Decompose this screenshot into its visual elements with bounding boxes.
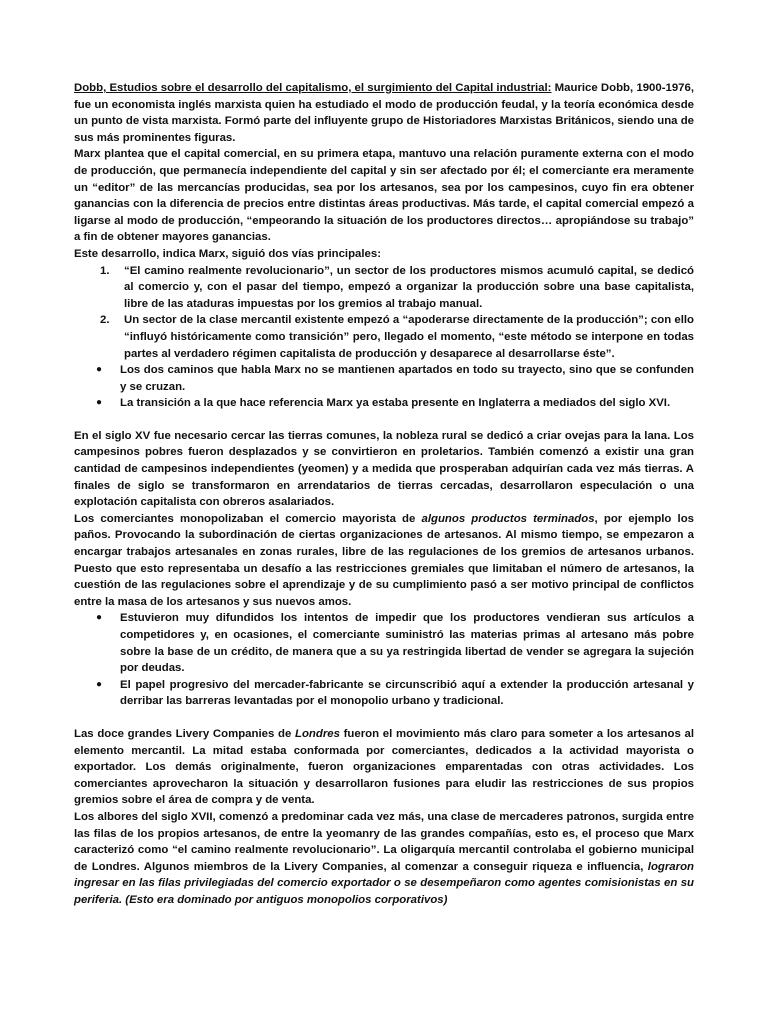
spacer	[74, 412, 694, 428]
bullet-icon: ●	[96, 678, 103, 690]
paragraph-merchants	[74, 511, 694, 611]
numbered-list	[74, 263, 694, 363]
text-run: Las doce grandes Livery Companies de	[74, 727, 295, 740]
list-item	[74, 395, 694, 412]
italic-text: lograron ingresar en las filas privilegiadas del comercio exportador o se desempeñaron como agentes comisionistas en su periferia. (Esto era dominado por antiguos monopolios corporativos)	[74, 860, 694, 906]
bullet-icon: ●	[96, 612, 103, 624]
document-title: Dobb, Estudios sobre el desarrollo del capitalismo, el surgimiento del Capital industrial:	[74, 82, 552, 94]
text-run: Los comerciantes monopolizaban el comercio mayorista de	[74, 512, 422, 525]
bullet-icon: ●	[96, 397, 103, 409]
spacer	[74, 710, 694, 726]
paragraph-enclosures: En el siglo XV fue necesario cercar las tierras comunes, la nobleza rural se dedicó a criar ovejas para la lana. Los campesinos pobres fueron desplazados y se convirtieron en proletarios. También comenzó a existir una gran cantidad de campesinos independientes (yeomen) y a medida que prosperaban adquirían cada vez más tierras. A finales de siglo se transformaron en arrendatarios de tierras cercadas, desarrollaron especulación o una explotación capitalista con obreros asalariados.	[74, 429, 694, 509]
list-item-text: El papel progresivo del mercader-fabricante se circunscribió aquí a extender la producción artesanal y derribar las barreras levantadas por el monopolio urbano y tradicional.	[120, 678, 694, 708]
paragraph-marx-capital: Marx plantea que el capital comercial, en su primera etapa, mantuvo una relación puramente externa con el modo de producción, que permanecía independiente del capital y sin ser afectado por él; el comerciante era meramente un “editor” de las mercancías producidas, sea por los artesanos, sea por los campesinos, cuyo fin era obtener ganancias con la diferencia de precios entre distintas áreas productivas. Más tarde, el capital comercial empezó a ligarse al modo de producción, “empeorando la situación de los productores directos… apropiándose su trabajo” a fin de obtener mayores ganancias.	[74, 148, 694, 244]
list-number: 1.	[100, 264, 110, 277]
list-item-text: La transición a la que hace referencia Marx ya estaba presente en Inglaterra a mediados del siglo XVI.	[120, 397, 671, 410]
paragraph-livery-companies	[74, 726, 694, 809]
list-item	[74, 610, 694, 676]
text-run: , por ejemplo los paños. Provocando la subordinación de ciertas organizaciones de artesanos. Al mismo tiempo, se empezaron a encargar trabajos artesanales en zonas rurales, libre de las regulaciones de los gremios de artesanos urbanos. Puesto que esto representaba un desafío a las restricciones gremiales que limitaban el número de artesanos, la cuestión de las regulaciones sobre el aprendizaje y de su cumplimiento pasó a ser motivo principal de conflictos entre la masa de los artesanos y sus nuevos amos.	[74, 512, 694, 608]
list-item	[74, 362, 694, 395]
paragraph-xvii-century	[74, 809, 694, 909]
bullet-list	[74, 362, 694, 412]
list-item	[74, 263, 694, 313]
document-page	[74, 80, 694, 909]
intro-text: Maurice Dobb, 1900-1976, fue un economista inglés marxista quien ha estudiado el modo de producción feudal, y la teoría económica desde un punto de vista marxista. Formó parte del influyente grupo de Historiadores Marxistas Británicos, siendo una de sus más prominentes figuras.	[74, 82, 694, 144]
paragraph-intro	[74, 80, 694, 146]
list-item	[74, 677, 694, 710]
text-run: fueron el movimiento más claro para someter a los artesanos al elemento mercantil. La mitad estaba conformada por comerciantes, dedicados a la actividad mayorista o exportador. Los demás originalmente, fueron organizaciones emparentadas con otras actividades. Los comerciantes aprovecharon la situación y desarrollaron fusiones para eludir las restricciones de sus propios gremios sobre el área de compra y de venta.	[74, 727, 694, 807]
italic-text: algunos productos terminados	[421, 512, 595, 525]
list-item-text: Estuvieron muy difundidos los intentos de impedir que los productores vendieran sus artículos a competidores y, en ocasiones, el comerciante suministró las materias primas al artesano más pobre sobre la base de un crédito, de manera que a su ya restringida libertad de vender se agregara la sujeción por deudas.	[120, 612, 694, 675]
list-item	[74, 312, 694, 362]
list-item-text: Un sector de la clase mercantil existente empezó a “apoderarse directamente de la producción”; con ello “influyó históricamente como transición” pero, llegado el momento, “este método se interpone en todas partes al verdadero régimen capitalista de producción y desaparece al desarrollarse éste”.	[124, 314, 694, 360]
text-run: Los albores del siglo XVII, comenzó a predominar cada vez más, una clase de mercaderes patronos, surgida entre las filas de los propios artesanos, de entre la yeomanry de las grandes compañías, esto es, el proceso que Marx caracterizó como “el camino realmente revolucionario”. La oligarquía mercantil controlaba el gobierno municipal de Londres. Algunos miembros de la Livery Companies, al comenzar a conseguir riqueza e influencia,	[74, 810, 694, 873]
bullet-icon: ●	[96, 364, 103, 376]
italic-text: Londres	[294, 727, 340, 740]
list-item-text: “El camino realmente revolucionario”, un sector de los productores mismos acumuló capital, se dedicó al comercio y, con el pasar del tiempo, empezó a organizar la producción sobre una base capitalista, libre de las ataduras impuestas por los gremios al trabajo manual.	[124, 264, 694, 310]
bullet-list	[74, 610, 694, 710]
paragraph-two-paths: Este desarrollo, indica Marx, siguió dos vías principales:	[74, 247, 382, 260]
list-item-text: Los dos caminos que habla Marx no se mantienen apartados en todo su trayecto, sino que se confunden y se cruzan.	[120, 364, 694, 393]
list-number: 2.	[100, 314, 110, 327]
